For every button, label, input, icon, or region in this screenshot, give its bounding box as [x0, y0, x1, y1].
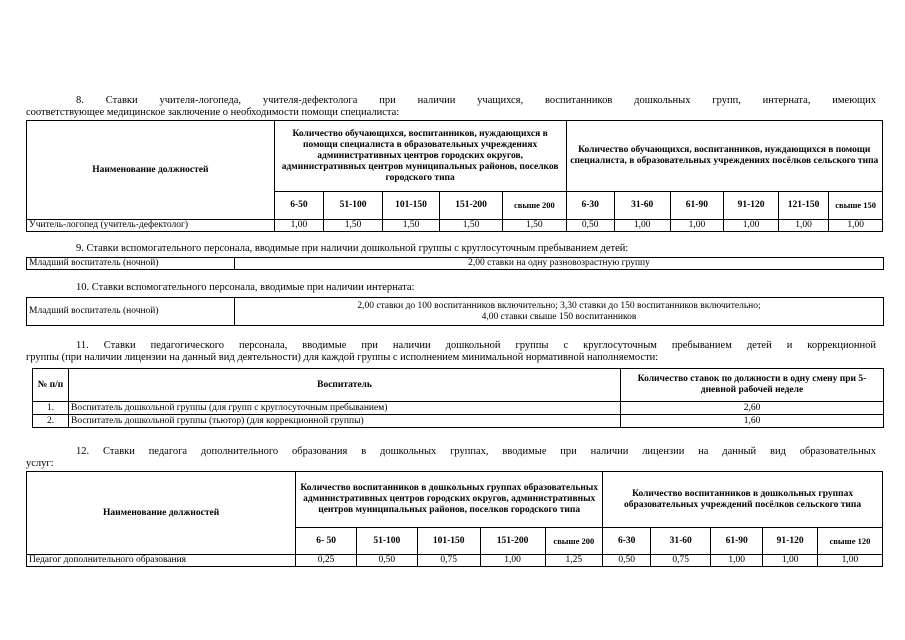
s8-col: 91-120: [724, 192, 779, 220]
s12-cell: 0,50: [356, 555, 417, 567]
section-11-line-1: 11. Ставки педагогического персонала, вводимые при наличии дошкольной группы с круглосуточным пребыванием детей и коррекционной: [76, 340, 876, 351]
s8-col: 151-200: [439, 192, 502, 220]
s11-rate: 1,60: [621, 415, 884, 428]
s12-cell: 1,00: [711, 555, 763, 567]
s8-cell: 1,00: [274, 220, 323, 232]
s8-head-name: Наименование должностей: [27, 121, 275, 220]
s8-col: 121-150: [778, 192, 828, 220]
s8-cell: 1,50: [383, 220, 440, 232]
s8-cell: 1,50: [503, 220, 566, 232]
s8-row-name: Учитель-логопед (учитель-дефектолог): [27, 220, 275, 232]
section-8-line-2: соответствующее медицинское заключение о необходимости помощи специалиста:: [26, 107, 400, 118]
s12-cell: 1,25: [545, 555, 603, 567]
section-12-line-1: 12. Ставки педагога дополнительного образования в дошкольных группах, вводимые при наличии лицензии на данный вид образовательных: [76, 446, 876, 457]
s12-col: 91-120: [763, 528, 817, 555]
s12-cell: 0,75: [651, 555, 711, 567]
s12-cell: 0,50: [603, 555, 651, 567]
s12-cell: 1,00: [817, 555, 882, 567]
s11-name: Воспитатель дошкольной группы (тьютор) (для коррекционной группы): [69, 415, 621, 428]
s11-num: 2.: [33, 415, 69, 428]
section-12-line-2: услуг:: [26, 458, 54, 469]
s8-head-group-rural: Количество обучающихся, воспитанников, нуждающихся в помощи специалиста, в образовательных учреждениях посёлков сельского типа: [566, 121, 882, 192]
s12-cell: 0,25: [296, 555, 357, 567]
section-9-title: 9. Ставки вспомогательного персонала, вводимые при наличии дошкольной группы с круглосуточным пребыванием детей:: [76, 243, 629, 254]
section-11-table: [32, 368, 884, 428]
s12-col: свыше 120: [817, 528, 882, 555]
s10-row-name: Младший воспитатель (ночной): [27, 298, 235, 326]
s12-col: 61-90: [711, 528, 763, 555]
table-row: [33, 415, 884, 428]
s8-cell: 1,50: [324, 220, 383, 232]
s12-cell: 1,00: [480, 555, 545, 567]
section-9-table: [26, 257, 884, 270]
s11-num: 1.: [33, 402, 69, 415]
s12-cell: 0,75: [417, 555, 480, 567]
s8-col: 6-50: [274, 192, 323, 220]
s8-col: свыше 150: [829, 192, 883, 220]
s8-col: 61-90: [670, 192, 724, 220]
s11-head-name: Воспитатель: [69, 369, 621, 402]
s10-value-line-2: 4,00 ставки свыше 150 воспитанников: [481, 311, 637, 322]
s8-cell: 0,50: [566, 220, 614, 232]
s12-head-group-rural: Количество воспитанников в дошкольных группах образовательных учреждений посёлков сельского типа: [603, 472, 883, 528]
section-10-table: [26, 297, 884, 326]
section-10-title: 10. Ставки вспомогательного персонала, вводимые при наличии интерната:: [76, 282, 415, 293]
s8-head-group-city: Количество обучающихся, воспитанников, нуждающихся в помощи специалиста в образовательных учреждениях административных центров городских округов, административных центров муниципальных районов, поселков городского типа: [274, 121, 566, 192]
section-12-table: [26, 471, 883, 567]
s8-col: 51-100: [324, 192, 383, 220]
s8-col: 6-30: [566, 192, 614, 220]
s12-col: 51-100: [356, 528, 417, 555]
s12-col: 151-200: [480, 528, 545, 555]
s12-col: 6-30: [603, 528, 651, 555]
s12-head-name: Наименование должностей: [27, 472, 296, 555]
s12-col: 6- 50: [296, 528, 357, 555]
s12-col: 101-150: [417, 528, 480, 555]
s8-cell: 1,00: [670, 220, 724, 232]
s8-cell: 1,00: [829, 220, 883, 232]
s10-value-line-1: 2,00 ставки до 100 воспитанников включительно; 3,30 ставки до 150 воспитанников включительно;: [357, 300, 761, 311]
table-row: [33, 402, 884, 415]
s12-col: свыше 200: [545, 528, 603, 555]
section-8-table: [26, 120, 883, 232]
s11-name: Воспитатель дошкольной группы (для групп с круглосуточным пребыванием): [69, 402, 621, 415]
section-11-line-2: группы (при наличии лицензии на данный вид деятельности) для каждой группы с исполнением минимальной нормативной наполняемости:: [26, 352, 659, 363]
s8-cell: 1,00: [724, 220, 779, 232]
s8-col: 31-60: [614, 192, 670, 220]
s12-row-name: Педагог дополнительного образования: [27, 555, 296, 567]
s11-head-rate: Количество ставок по должности в одну смену при 5-дневной рабочей неделе: [621, 369, 884, 402]
s11-rate: 2,60: [621, 402, 884, 415]
s12-cell: 1,00: [763, 555, 817, 567]
s12-col: 31-60: [651, 528, 711, 555]
section-8-line-1: 8. Ставки учителя-логопеда, учителя-дефектолога при наличии учащихся, воспитанников дошкольных групп, интерната, имеющих: [76, 95, 876, 106]
s9-row-name: Младший воспитатель (ночной): [27, 258, 235, 270]
s8-col: 101-150: [383, 192, 440, 220]
s12-head-group-city: Количество воспитанников в дошкольных группах образовательных административных центров городских округов, административных центров муниципальных районов, поселков городского типа: [296, 472, 603, 528]
s8-cell: 1,00: [614, 220, 670, 232]
s9-row-value: 2,00 ставки на одну разновозрастную группу: [235, 258, 884, 270]
s11-head-num: № п/п: [33, 369, 69, 402]
s8-col: свыше 200: [503, 192, 566, 220]
s8-cell: 1,50: [439, 220, 502, 232]
s8-cell: 1,00: [778, 220, 828, 232]
s10-row-value: [235, 298, 884, 326]
